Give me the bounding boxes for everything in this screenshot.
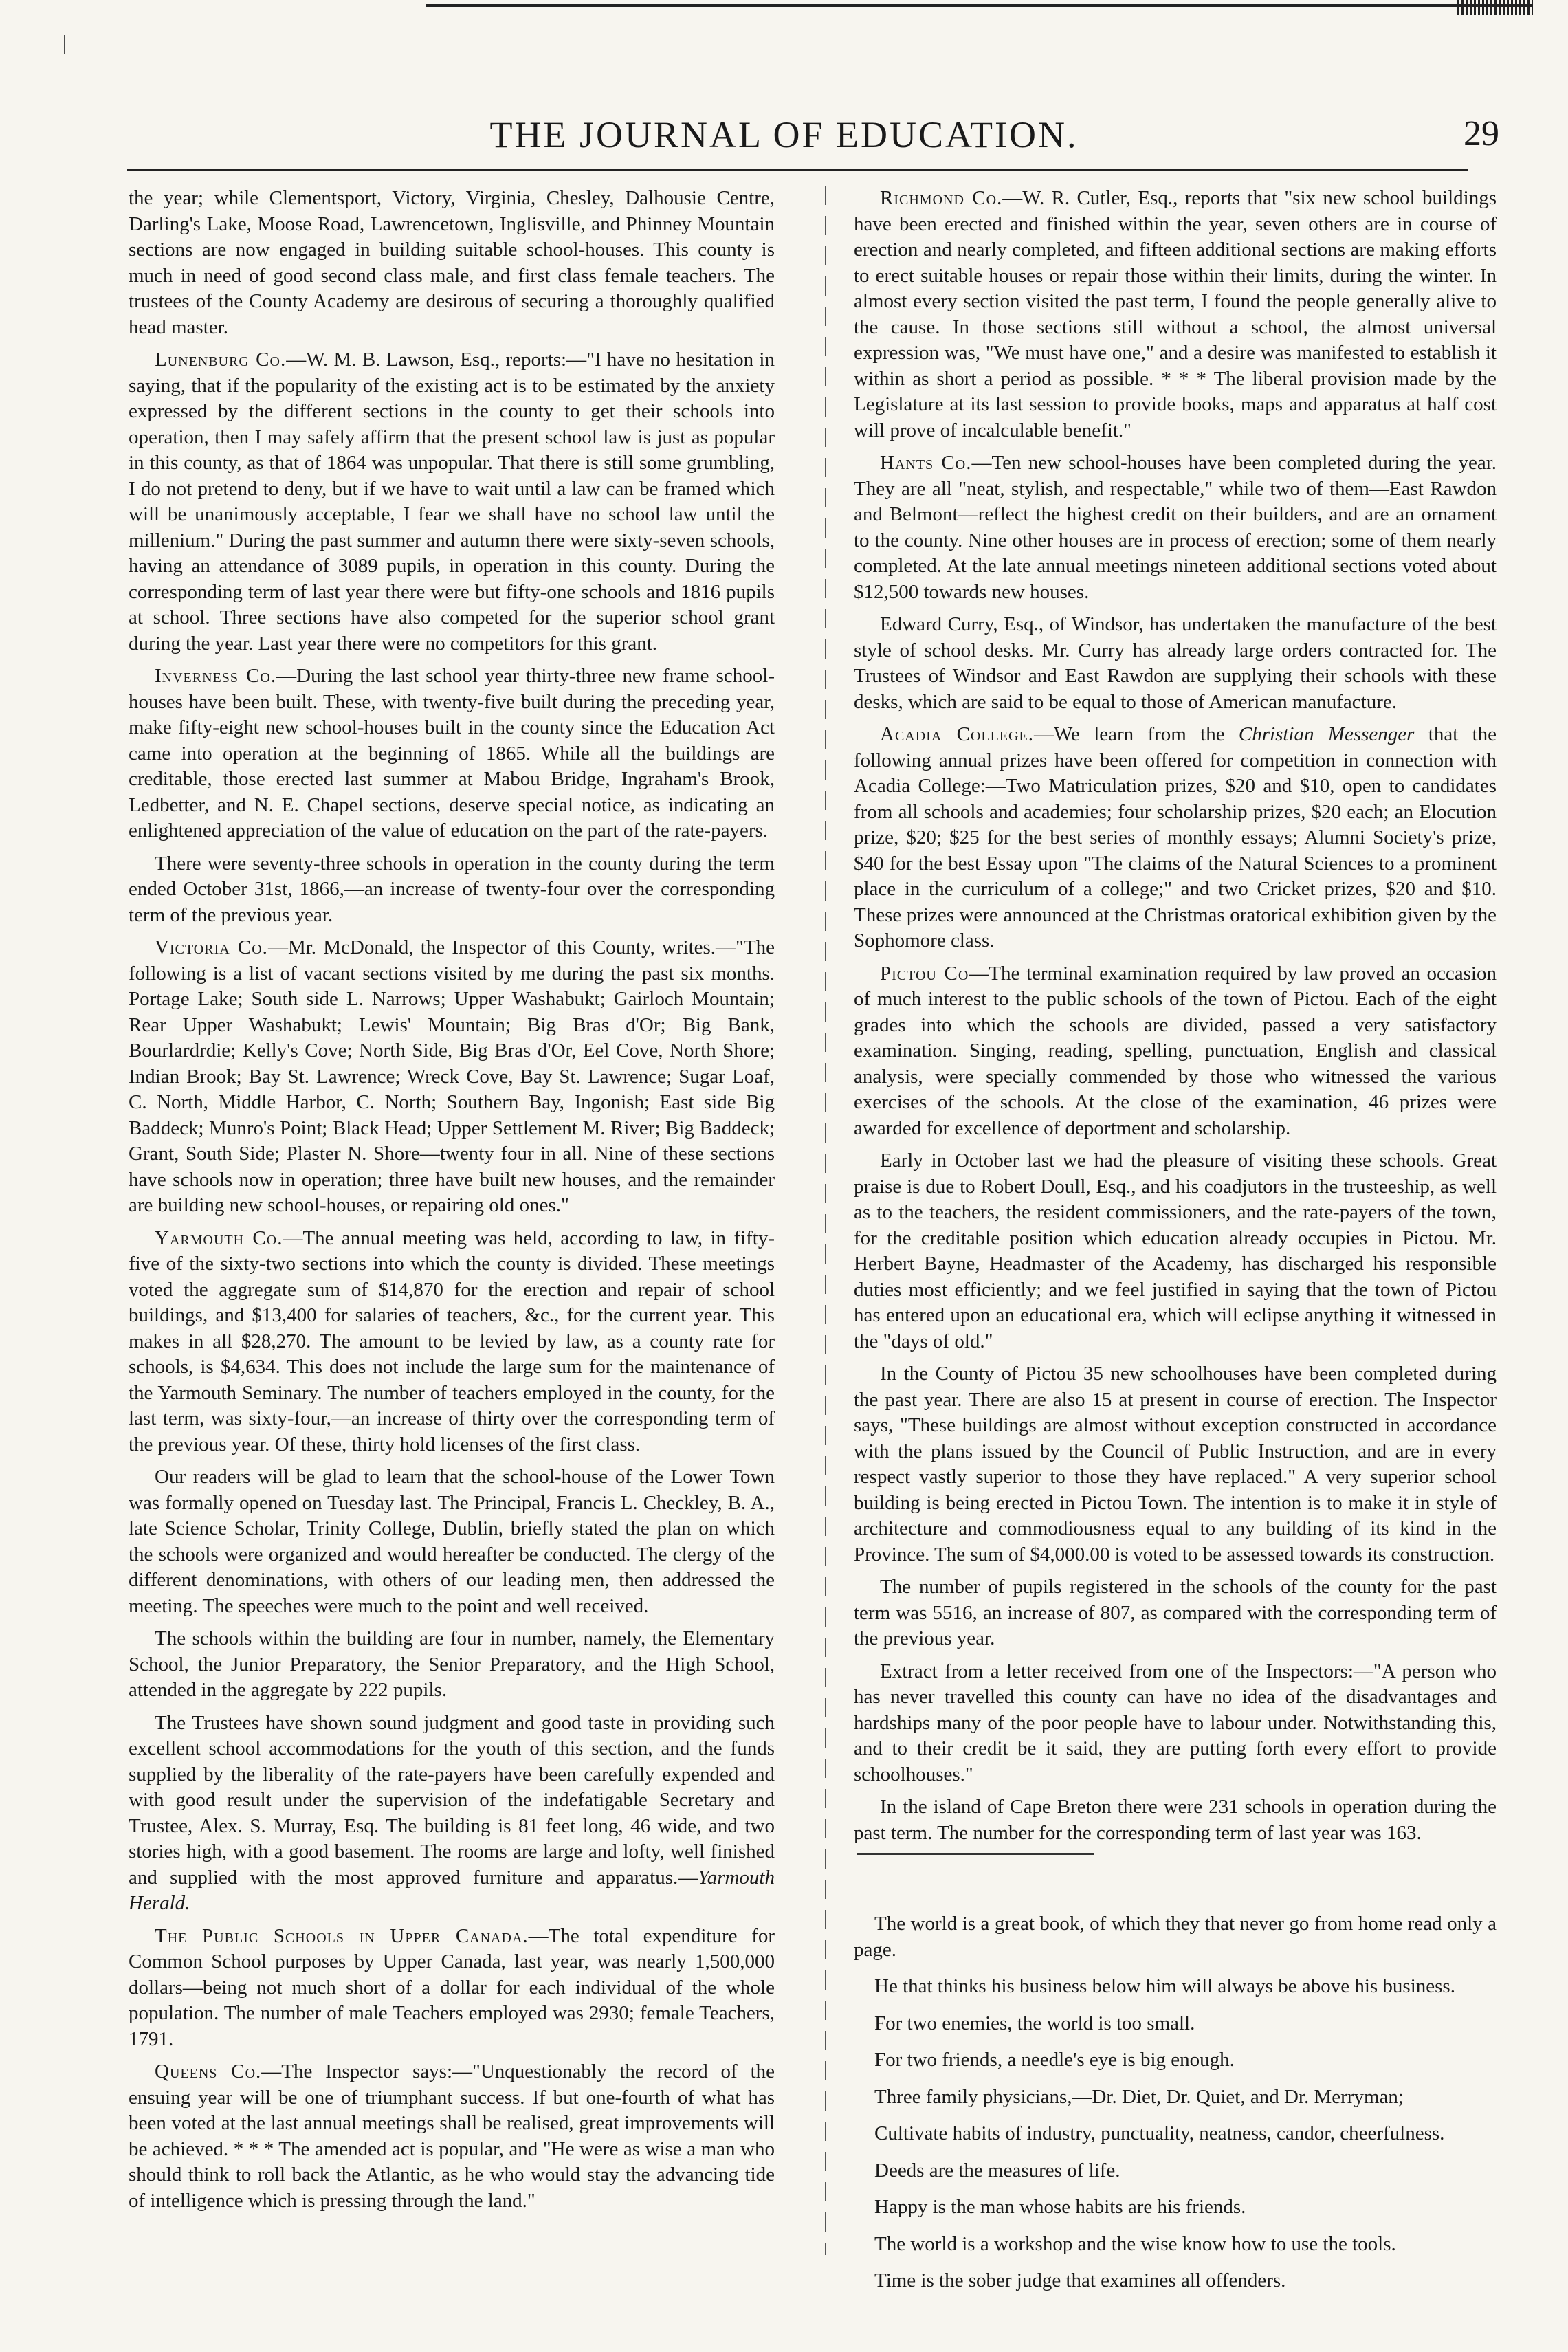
paragraph-text: —Ten new school-houses have been completed during the year. They are all "neat, stylish, and respectable," while two of them—East Rawdon and Belmont—reflect the highest credit on their builders, and are an ornament to the county. Nine other houses are in process of erection; some of them nearly completed. At the late annual meetings nineteen additional sections voted about $12,500 towards new houses.	[854, 452, 1497, 603]
right-column	[854, 186, 1497, 1853]
paragraph-text: —The annual meeting was held, according to law, in fifty-five of the sixty-two sections into which the county is divided. These meetings voted the aggregate sum of $14,870 for the erection and repair of school buildings, and $13,400 for salaries of teachers, &c., for the current year. This makes in all $28,270. The amount to be levied by law, as a county rate for schools, is $4,634. This does not include the large sum for the maintenance of the Yarmouth Seminary. The number of teachers employed in the county, for the last term, was sixty-four,—an increase of thirty over the corresponding term of the previous year. Of these, thirty hold licenses of the first class.	[129, 1227, 775, 1455]
maxim: The world is a great book, of which they that never go from home read only a page.	[854, 1913, 1497, 1961]
paragraph-text: Early in October last we had the pleasure of visiting these schools. Great praise is due to Robert Doull, Esq., and his coadjutors in the trusteeship, as well as to the teachers, the resident commissioners, and the rate-payers of the town, for the creditable position which education already occupies in Pictou. Mr. Herbert Bayne, Headmaster of the Academy, has discharged his responsible duties most efficiently; and we feel justified in saying that the town of Pictou has entered upon an educational era, which will eclipse anything it witnessed in the "days of old."	[854, 1150, 1497, 1352]
maxim: Happy is the man whose habits are his friends.	[874, 2196, 1246, 2218]
page-number: 29	[1464, 114, 1499, 153]
paragraph-text: —The total expenditure for Common School purposes by Upper Canada, last year, was nearly 1,500,000 dollars—being not much short of a dollar for each individual of the whole population. The number of male Teachers employed was 2930; female Teachers, 1791.	[129, 1924, 775, 2050]
section-heading: The Public Schools in Upper Canada.	[155, 1924, 529, 1947]
paragraph	[129, 1711, 775, 1917]
section-heading: Pictou Co	[880, 962, 969, 985]
paragraph	[854, 612, 1497, 715]
section-rule	[857, 1853, 1094, 1855]
paragraph-text: There were seventy-three schools in operation in the county during the term ended October 31st, 1866,—an increase of twenty-four over the corresponding term of the previous year.	[129, 852, 775, 926]
paragraph	[129, 1924, 775, 2053]
paragraph	[129, 851, 775, 929]
paragraph-text: —W. M. B. Lawson, Esq., reports:—"I have no hesitation in saying, that if the popularity of the existing act is to be estimated by the anxiety expressed by the different sections in the county to get their schools into operation, then I may safely affirm that the present school law is just as popular in this county, as that of 1864 was unpopular. That there is still some grumbling, I do not pretend to deny, but if we have to wait until a law can be framed which will be unanimously acceptable, I fear we shall have no school law until the millenium." During the past summer and autumn there were sixty-seven schools, having an attendance of 3089 pupils, in operation in this county. During the corresponding term of last year there were but fifty-one schools and 1816 pupils at school. Three sections have also competed for the superior school grant during the year. Last year there were no competitors for this grant.	[129, 349, 775, 655]
maxim: The world is a workshop and the wise know how to use the tools.	[874, 2232, 1396, 2255]
left-column	[129, 186, 775, 2221]
maxim: Time is the sober judge that examines all offenders.	[874, 2269, 1286, 2291]
paragraph	[129, 1626, 775, 1704]
maxim: Deeds are the measures of life.	[874, 2159, 1120, 2181]
paragraph-text: The schools within the building are four in number, namely, the Elementary School, the Junior Preparatory, the Senior Preparatory, and the High School, attended in the aggregate by 222 pupils.	[129, 1627, 775, 1701]
paragraph-text: —The Inspector says:—"Unquestionably the record of the ensuing year will be one of triumphant success. If but one-fourth of what has been voted at the last annual meetings shall be realised, great improvements will be achieved. * * * The amended act is popular, and "He were as wise a man who should think to roll back the Atlantic, as he who would stay the advancing tide of intelligence which is pressing through the land."	[129, 2060, 775, 2212]
paragraph-text: —We learn from the	[1033, 723, 1239, 745]
paragraph-text: Edward Curry, Esq., of Windsor, has undertaken the manufacture of the best style of school desks. Mr. Curry has already large orders contracted for. The Trustees of Windsor and East Rawdon are supplying their schools with these desks, which are said to be equal to those of American manufacture.	[854, 613, 1497, 713]
paragraph-text: the year; while Clementsport, Victory, Virginia, Chesley, Dalhousie Centre, Darling's Lake, Moose Road, Lawrencetown, Inglisville, and Phinney Mountain sections are now engaged in building suitable school-houses. This county is much in need of good second class male, and first class female teachers. The trustees of the County Academy are desirous of securing a thoroughly qualified head master.	[129, 187, 775, 338]
section-heading: Richmond Co.	[880, 187, 1003, 209]
paragraph	[129, 186, 775, 340]
maxim: For two friends, a needle's eye is big enough.	[874, 2049, 1235, 2071]
top-edge-mark	[1457, 0, 1533, 15]
paragraph	[129, 2059, 775, 2214]
maxim: Cultivate habits of industry, punctuality, neatness, candor, cheerfulness.	[874, 2122, 1445, 2144]
paragraph	[129, 1464, 775, 1619]
section-heading: Yarmouth Co.	[155, 1227, 283, 1249]
maxim: He that thinks his business below him will always be above his business.	[874, 1975, 1455, 1997]
source-credit: Yarmouth Herald.	[129, 1866, 775, 1914]
paragraph-text: Extract from a letter received from one of the Inspectors:—"A person who has never travelled this county can have no idea of the disadvantages and hardships many of the poor people have to labour under. Notwithstanding this, and to their credit be it said, they are putting forth every effort to provide schoolhouses."	[854, 1660, 1497, 1785]
section-heading: Queens Co.	[155, 2060, 262, 2082]
paragraph	[129, 1226, 775, 1458]
section-heading: Lunenburg Co.	[155, 349, 287, 371]
header-rule	[127, 169, 1468, 171]
maxim: Three family physicians,—Dr. Diet, Dr. Quiet, and Dr. Merryman;	[874, 2085, 1404, 2108]
paragraph-text: that the following annual prizes have been offered for competition in connection with Acadia College:—Two Matriculation prizes, $20 and $10, open to candidates from all schools and academies; four scholarship prizes, $20 each; an Elocution prize, $20; $25 for the best series of monthly essays; Alumni Society's prize, $40 for the best Essay upon "The claims of the Natural Sciences to a prominent place in the curriculum of a college;" and two Cricket prizes, $20 and $10. These prizes were announced at the Christmas oratorical exhibition given by the Sophomore class.	[854, 723, 1497, 952]
italic-title: Christian Messenger	[1238, 723, 1415, 745]
paragraph-text: —Mr. McDonald, the Inspector of this County, writes.—"The following is a list of vacant sections visited by me during the past six months. Portage Lake; South side L. Narrows; Upper Washabukt; Gairloch Mountain; Rear Upper Washabukt; Lewis' Mountain; Big Bras d'Or; Big Bank, Bourlardrdie; Kelly's Cove; North Side, Big Bras d'Or, Eel Cove, North Shore; Indian Brook; Bay St. Lawrence; Wreck Cove, Bay St. Lawrence; Sugar Loaf, C. North, Middle Harbor, C. North; Southern Bay, Ingonish; East side Big Baddeck; Munro's Point; Black Head; Upper Settlement M. River; Big Baddeck; Grant, South Side; Plaster N. Shore—twenty four in all. Nine of these sections have schools now in operation; three have built new houses, and the remainder are building new school-houses, or repairing old ones."	[129, 936, 775, 1216]
page-header	[0, 113, 1568, 162]
paragraph-text: Our readers will be glad to learn that the school-house of the Lower Town was formally opened on Tuesday last. The Principal, Francis L. Checkley, B. A., late Science Scholar, Trinity College, Dublin, briefly stated the plan on which the schools were organized and would hereafter be conducted. The clergy of the different denominations, with others of our leading men, then addressed the meeting. The speeches were much to the point and well received.	[129, 1466, 775, 1617]
paragraph-text: —W. R. Cutler, Esq., reports that "six new school buildings have been erected and finished within the year, seven others are in course of erection and nearly completed, and fifteen additional sections are making efforts to erect suitable houses or repair those within their limits, during the winter. In almost every section visited the past term, I found the people generally alive to the cause. In those sections still without a school, the almost universal expression was, "We must have one," and a desire was manifested to establish it within as short a period as possible. * * * The liberal provision made by the Legislature at its last session to provide books, maps and apparatus at half cost will prove of incalculable benefit."	[854, 187, 1497, 441]
paragraph-text: —The terminal examination required by law proved an occasion of much interest to the public schools of the town of Pictou. Each of the eight grades into which the schools are divided, passed a very satisfactory examination. Singing, reading, spelling, punctuation, English and classical analysis, were specially commended by those who witnessed the various exercises of the schools. At the close of the examination, 46 prizes were awarded for excellence of deportment and scholarship.	[854, 962, 1497, 1139]
paragraph	[854, 1148, 1497, 1354]
paragraph	[854, 186, 1497, 443]
paragraph	[854, 1574, 1497, 1652]
section-heading: Inverness Co.	[155, 665, 277, 687]
paragraph	[854, 450, 1497, 605]
paragraph	[854, 1794, 1497, 1846]
paragraph	[129, 663, 775, 844]
paragraph	[129, 347, 775, 657]
margin-mark-top: ǀ	[62, 30, 68, 61]
paragraph-text: —During the last school year thirty-three new frame school-houses have been built. These, with twenty-five built during the preceding year, make fifty-eight new school-houses built in the county since the Education Act came into operation at the beginning of 1865. While all the buildings are creditable, those erected last summer at Mabou Bridge, Ingraham's Brook, Ledbetter, and N. E. Chapel sections, deserve special notice, as indicating an enlightened appreciation of the value of education on the part of the rate-payers.	[129, 665, 775, 842]
paragraph	[129, 935, 775, 1219]
running-title: THE JOURNAL OF EDUCATION.	[489, 114, 1079, 155]
paragraph-text: In the island of Cape Breton there were 231 schools in operation during the past term. The number for the corresponding term of last year was 163.	[854, 1796, 1497, 1844]
paragraph-text: The Trustees have shown sound judgment and good taste in providing such excellent school accommodations for the youth of this section, and the funds supplied by the liberality of the rate-payers have been carefully expended and with good result under the supervision of the indefatigable Secretary and Trustee, Alex. S. Murray, Esq. The building is 81 feet long, 46 wide, and two stories high, with a good basement. The rooms are large and lofty, well finished and supplied with the most approved furniture and apparatus.—	[129, 1711, 775, 1889]
paragraph-text: The number of pupils registered in the schools of the county for the past term was 5516, an increase of 807, as compared with the corresponding term of the previous year.	[854, 1576, 1497, 1649]
paragraph	[854, 1659, 1497, 1788]
top-edge-rule	[426, 4, 1533, 7]
paragraph	[854, 961, 1497, 1142]
maxim: For two enemies, the world is too small.	[874, 2012, 1195, 2034]
section-heading: Acadia College.	[880, 723, 1034, 745]
column-divider	[825, 186, 826, 2255]
section-heading: Hants Co.	[880, 452, 972, 474]
paragraph	[854, 1361, 1497, 1568]
paragraph	[854, 722, 1497, 954]
maxims-list	[854, 1911, 1497, 2305]
paragraph-text: In the County of Pictou 35 new schoolhouses have been completed during the past year. There are also 15 at present in course of erection. The Inspector says, "These buildings are almost without exception constructed in accordance with the plans issued by the Council of Public Instruction, and are in every respect vastly superior to those they have replaced." A very superior school building is being erected in Pictou Town. The intention is to make it in style of architecture and commodiousness equal to any building of its kind in the Province. The sum of $4,000.00 is voted to be assessed towards its construction.	[854, 1363, 1497, 1565]
section-heading: Victoria Co.	[155, 936, 268, 958]
